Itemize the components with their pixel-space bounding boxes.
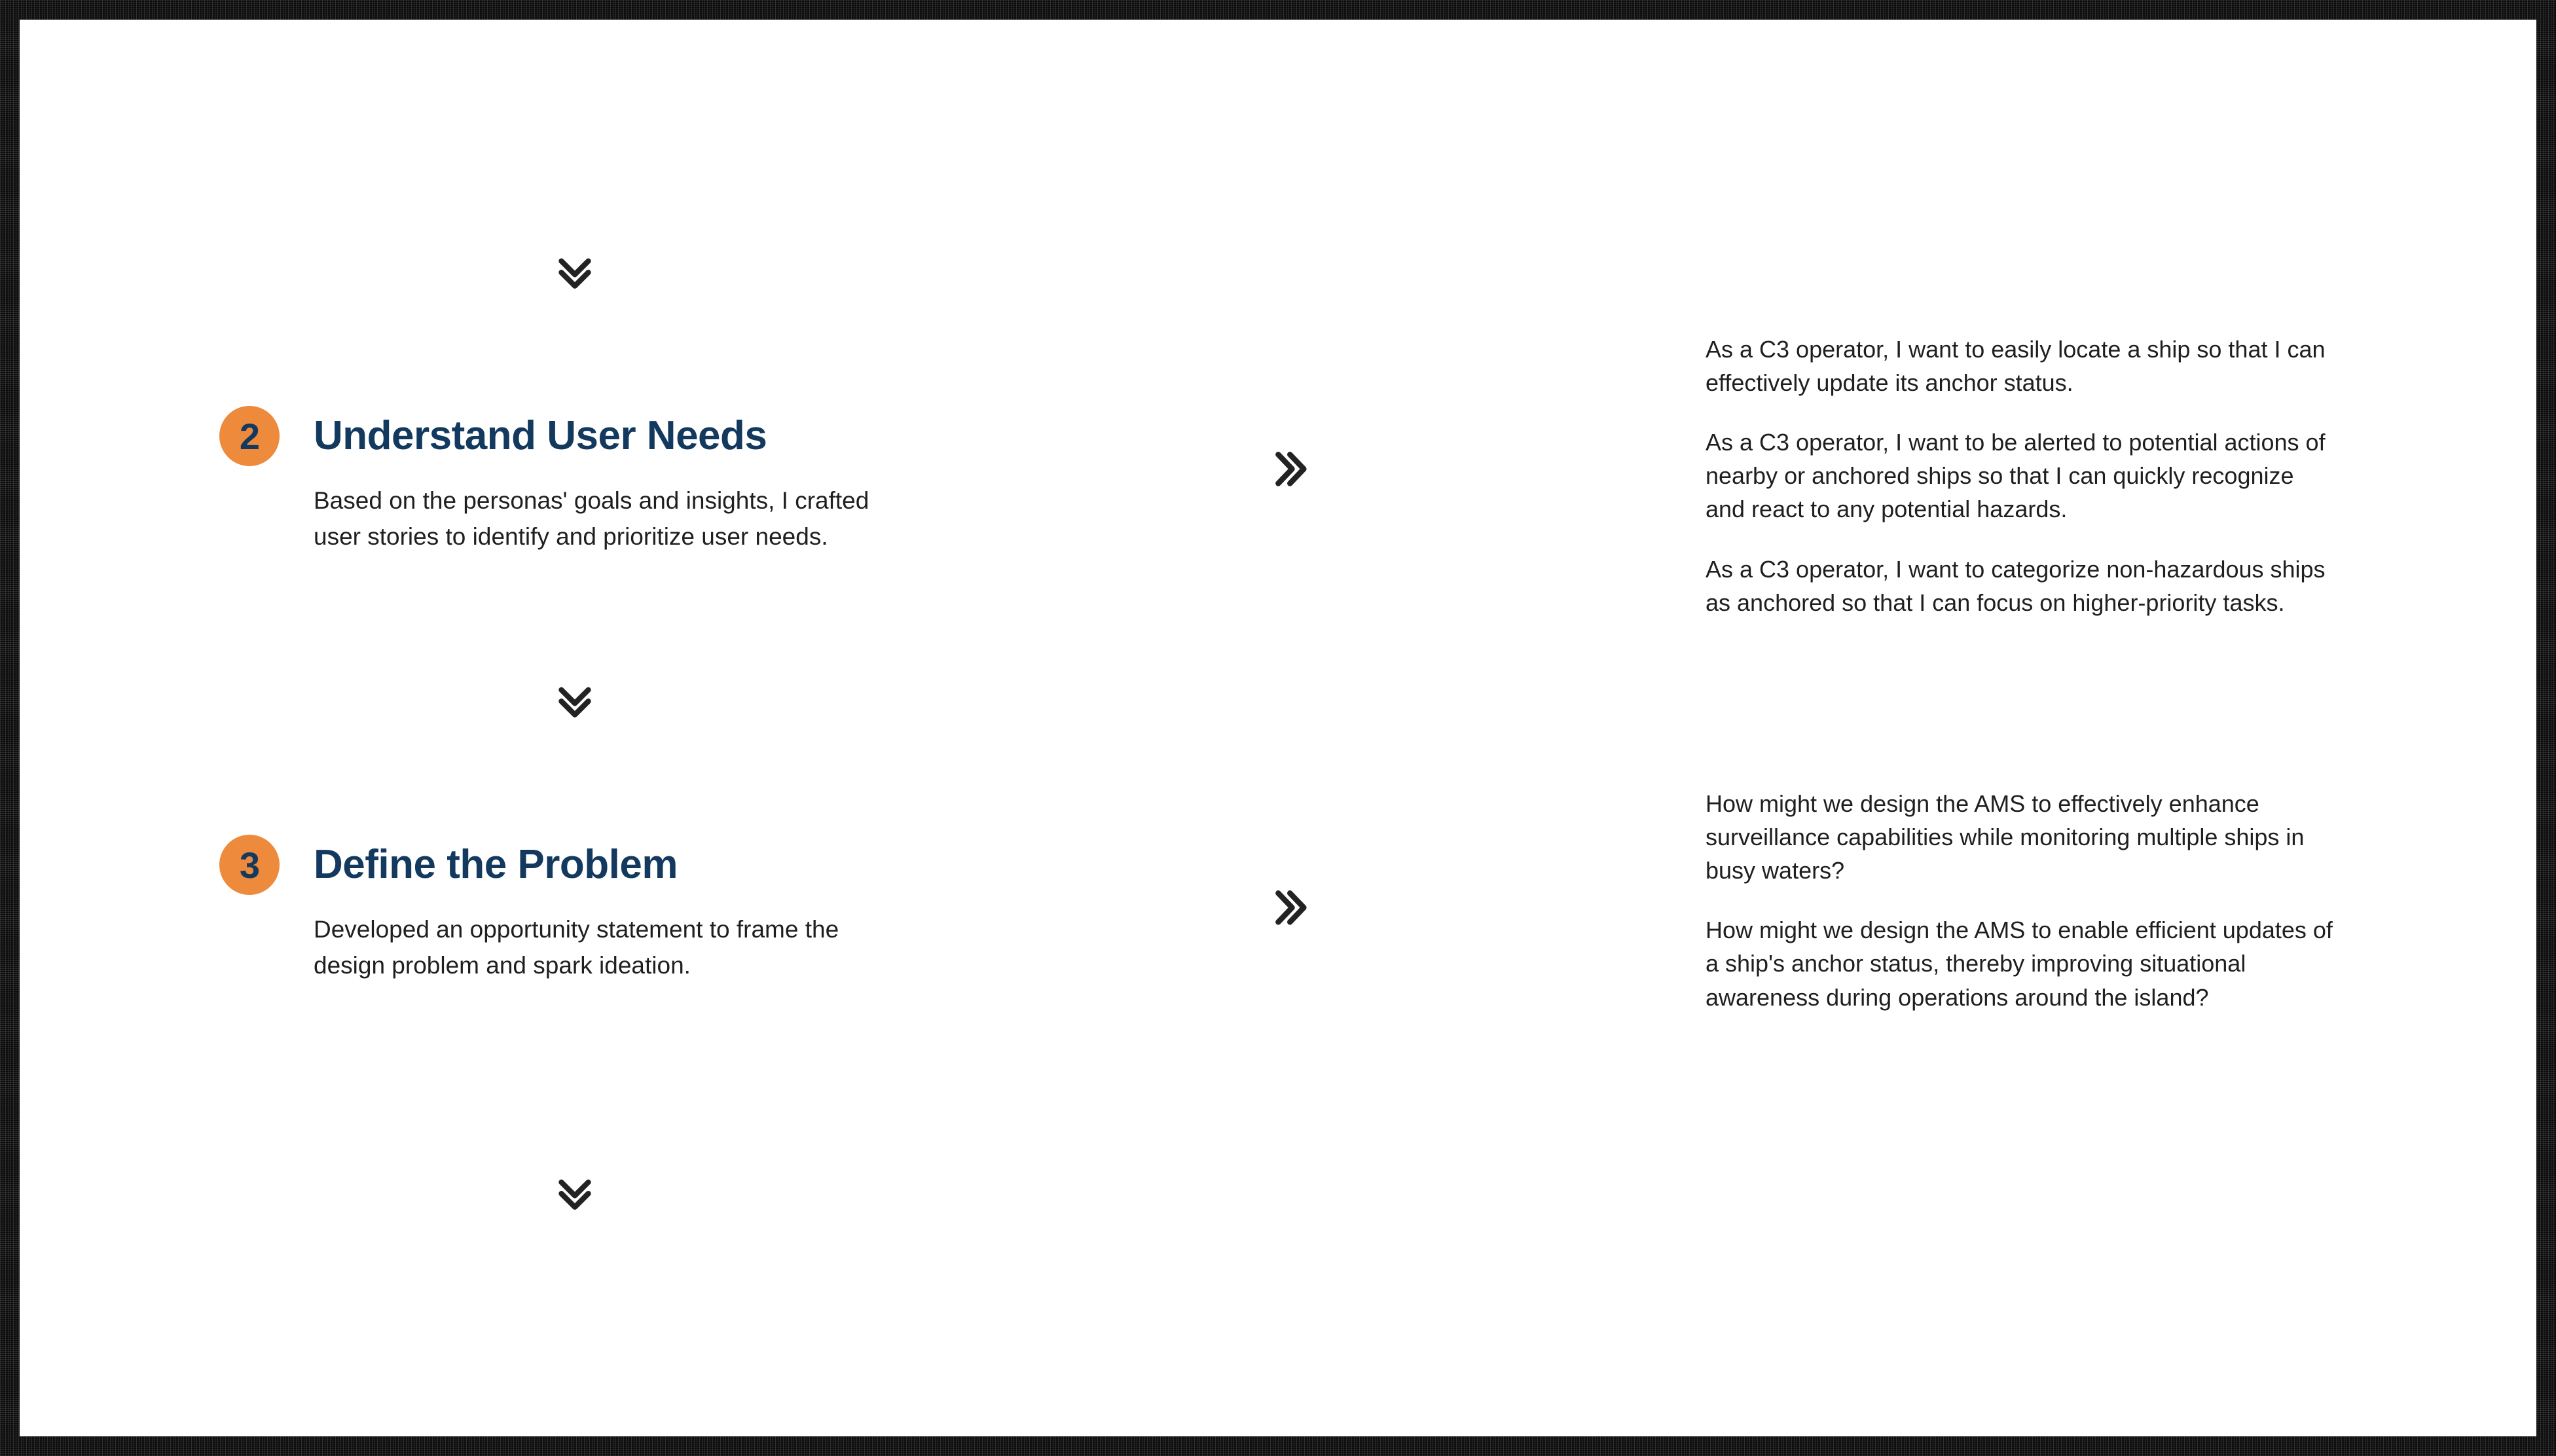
outcome-item: As a C3 operator, I want to be alerted to potential actions of nearby or anchored ships so that I can quickly recognize and react to any potential hazards. [1706, 429, 2326, 523]
step-number-badge: 2 [219, 406, 280, 466]
chevron-down-double-icon [550, 246, 600, 295]
chevron-right-double-icon [1262, 444, 1313, 495]
chevron-right-double-icon [1262, 883, 1313, 934]
step-number-badge: 3 [219, 835, 280, 895]
outcome-item: As a C3 operator, I want to categorize non-hazardous ships as anchored so that I can focus on higher-priority tasks. [1706, 555, 2326, 616]
step-left-column [219, 835, 1005, 984]
step-title: Define the Problem [314, 842, 678, 888]
step-outcomes-user-stories [1706, 333, 2334, 619]
outcome-item: As a C3 operator, I want to easily locate a ship so that I can effectively update its anchor status. [1706, 336, 2326, 397]
outcome-item: How might we design the AMS to effectively enhance surveillance capabilities while monitoring multiple ships in busy waters? [1706, 790, 2305, 884]
step-description: Developed an opportunity statement to frame the design problem and spark ideation. [314, 916, 839, 979]
chevron-down-double-icon [550, 1167, 600, 1216]
step-description: Based on the personas' goals and insights, I crafted user stories to identify and prioritize user needs. [314, 487, 869, 550]
step-outcomes-hmw-statements [1706, 787, 2334, 1014]
step-block-understand-user-needs [219, 406, 1005, 555]
step-title: Understand User Needs [314, 413, 767, 459]
step-left-column [219, 406, 1005, 555]
page-canvas [20, 20, 2536, 1436]
outcome-item: How might we design the AMS to enable efficient updates of a ship's anchor status, thereby improving situational awareness during operations around the island? [1706, 917, 2333, 1011]
chevron-down-double-icon [550, 674, 600, 724]
step-header [219, 835, 1005, 895]
step-block-define-the-problem [219, 835, 1005, 984]
step-header [219, 406, 1005, 466]
